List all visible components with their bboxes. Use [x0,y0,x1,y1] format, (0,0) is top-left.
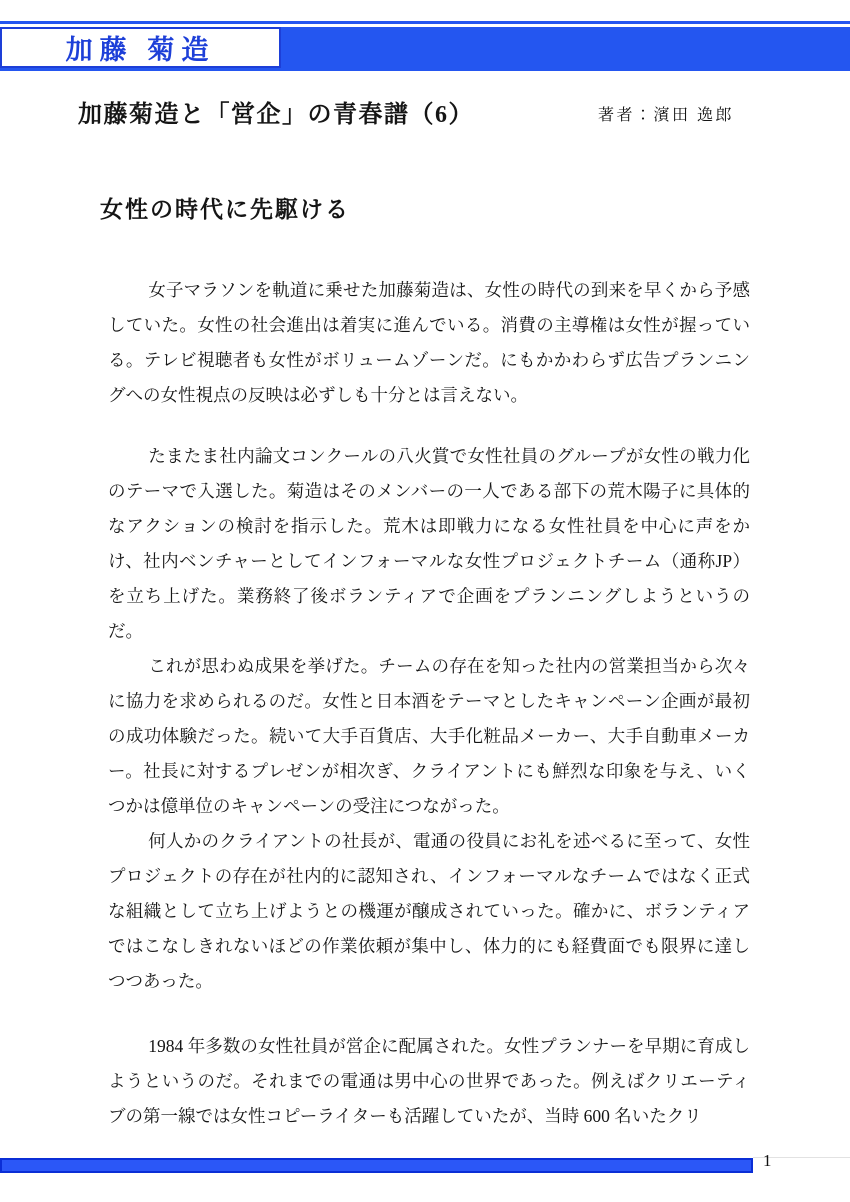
paragraph: 1984 年多数の女性社員が営企に配属された。女性プランナーを早期に育成しようというのだ。それまでの電通は男中心の世界であった。例えばクリエーティブの第一線では女性コピーライターも活躍していたが、当時 600 名いたクリ [108,1036,750,1126]
header-bottom-rule [0,68,850,71]
paragraph: 女子マラソンを軌道に乗せた加藤菊造は、女性の時代の到来を早くから予感していた。女性の社会進出は着実に進んでいる。消費の主導権は女性が握っている。テレビ視聴者も女性がボリュームゾーンだ。にもかかわらず広告プランニングへの女性視点の反映は必ずしも十分とは言えない。 [108,280,750,405]
header-blue-bar [281,27,850,68]
header-name-label: 加藤 菊造 [65,35,216,65]
header-name-box [0,27,281,68]
body-text [108,273,750,1134]
header-top-rule [0,21,850,24]
paragraph: たまたま社内論文コンクールの八火賞で女性社員のグループが女性の戦力化のテーマで入選した。菊造はそのメンバーの一人である部下の荒木陽子に具体的なアクションの検討を指示した。荒木は即戦力になる女性社員を中心に声をかけ、社内ベンチャーとしてインフォーマルな女性プロジェクトチーム（通称JP）を立ち上げた。業務終了後ボランティアで企画をプランニングしようというのだ。 [108,446,750,641]
page-header [0,27,850,68]
paragraph: これが思わぬ成果を挙げた。チームの存在を知った社内の営業担当から次々に協力を求められるのだ。女性と日本酒をテーマとしたキャンペーン企画が最初の成功体験だった。続いて大手百貨店、大手化粧品メーカー、大手自動車メーカー。社長に対するプレゼンが相次ぎ、クライアントにも鮮烈な印象を与え、いくつかは億単位のキャンペーンの受注につながった。 [108,656,750,816]
page-number: 1 [763,1151,772,1170]
footer-bar [0,1158,753,1173]
section-heading: 女性の時代に先駆ける [100,197,350,222]
page-title: 加藤菊造と「営企」の青春譜（6） [78,102,474,128]
author-label: 著者：濱田 逸郎 [598,107,735,124]
paragraph: 何人かのクライアントの社長が、電通の役員にお礼を述べるに至って、女性プロジェクトの存在が社内的に認知され、インフォーマルなチームではなく正式な組織として立ち上げようとの機運が醸成されていった。確かに、ボランティアではこなしきれないほどの作業依頼が集中し、体力的にも経費面でも限界に達しつつあった。 [108,831,750,991]
